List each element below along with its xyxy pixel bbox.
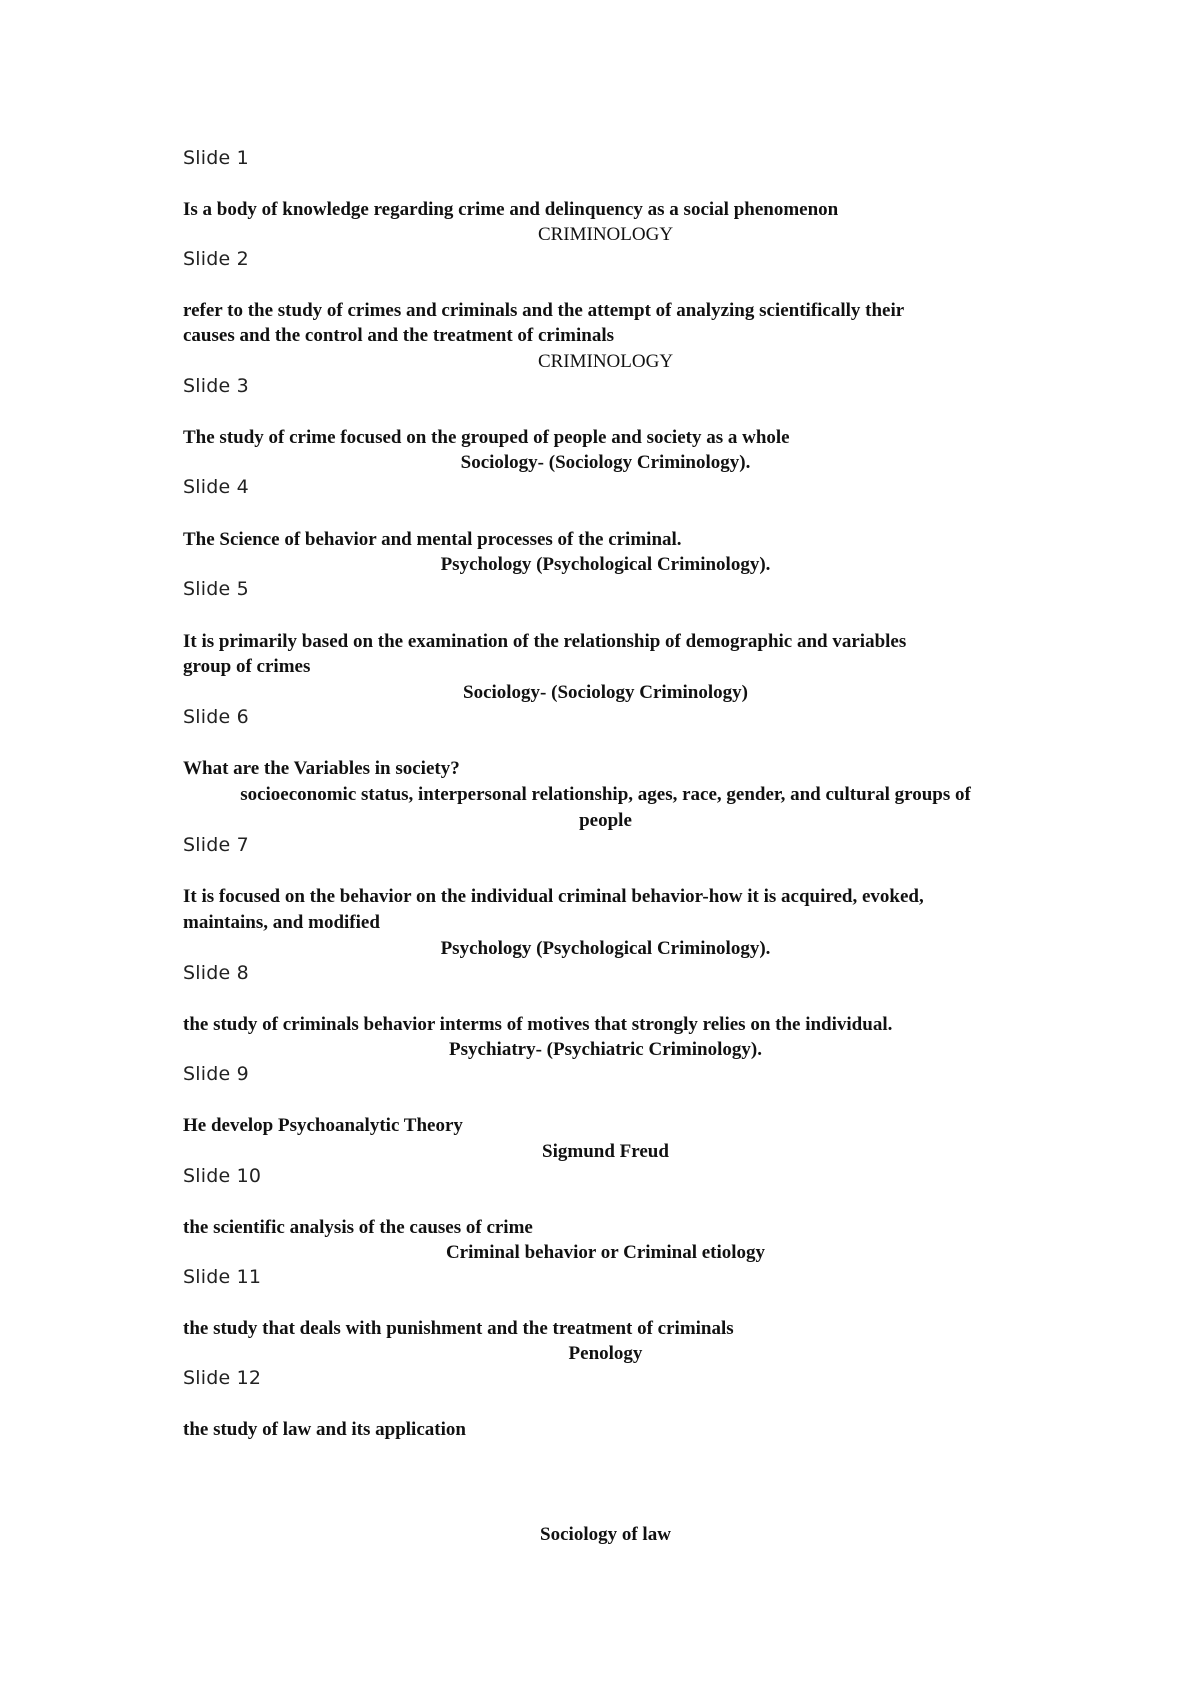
slide-answer: CRIMINOLOGY — [537, 224, 674, 245]
slide-label: Slide 3 — [183, 375, 249, 397]
slide-label: Slide 8 — [183, 962, 249, 984]
slide-question: refer to the study of crimes and criminals and the attempt of analyzing scientifically their — [183, 300, 905, 321]
slide-question: the study of law and its application — [183, 1419, 466, 1440]
slide-answer: Sociology- (Sociology Criminology). — [460, 452, 751, 473]
slide-question: the study of criminals behavior interms of motives that strongly relies on the individual. — [183, 1014, 893, 1035]
slide-answer: Criminal behavior or Criminal etiology — [445, 1242, 766, 1263]
slide-answer: Sociology of law — [540, 1524, 671, 1545]
slide-label: Slide 1 — [183, 147, 249, 169]
slide-label: Slide 2 — [183, 248, 249, 270]
slide-question: Is a body of knowledge regarding crime and delinquency as a social phenomenon — [183, 199, 839, 220]
slide-label: Slide 10 — [183, 1165, 262, 1187]
slide-label: Slide 12 — [183, 1367, 262, 1389]
slide-question: It is focused on the behavior on the individual criminal behavior-how it is acquired, evoked, — [183, 886, 924, 907]
slide-answer: Psychology (Psychological Criminology). — [440, 554, 771, 575]
slide-label: Slide 6 — [183, 706, 249, 728]
slide-answer: people — [579, 810, 632, 831]
slide-label: Slide 5 — [183, 578, 249, 600]
slide-question: The Science of behavior and mental processes of the criminal. — [183, 529, 682, 550]
slide-answer: Sociology- (Sociology Criminology) — [463, 682, 748, 703]
slide-label: Slide 9 — [183, 1063, 249, 1085]
slide-answer: Psychology (Psychological Criminology). — [440, 938, 771, 959]
slide-question: maintains, and modified — [183, 912, 380, 933]
slide-answer: Sigmund Freud — [542, 1141, 669, 1162]
slide-answer: Psychiatry- (Psychiatric Criminology). — [449, 1039, 762, 1060]
slide-question: What are the Variables in society? — [183, 758, 460, 779]
slide-question: causes and the control and the treatment of criminals — [183, 325, 614, 346]
slide-question: the scientific analysis of the causes of crime — [183, 1217, 533, 1238]
slide-answer: socioeconomic status, interpersonal relationship, ages, race, gender, and cultural groups of — [240, 784, 971, 805]
slide-question: He develop Psychoanalytic Theory — [183, 1115, 463, 1136]
slide-answer: CRIMINOLOGY — [537, 351, 674, 372]
slide-answer: Penology — [568, 1343, 643, 1364]
slide-label: Slide 4 — [183, 476, 249, 498]
slide-question: It is primarily based on the examination of the relationship of demographic and variables — [183, 631, 907, 652]
slide-question: the study that deals with punishment and the treatment of criminals — [183, 1318, 734, 1339]
slide-label: Slide 11 — [183, 1266, 262, 1288]
slide-question: group of crimes — [183, 656, 311, 677]
slide-question: The study of crime focused on the grouped of people and society as a whole — [183, 427, 790, 448]
slide-label: Slide 7 — [183, 834, 249, 856]
